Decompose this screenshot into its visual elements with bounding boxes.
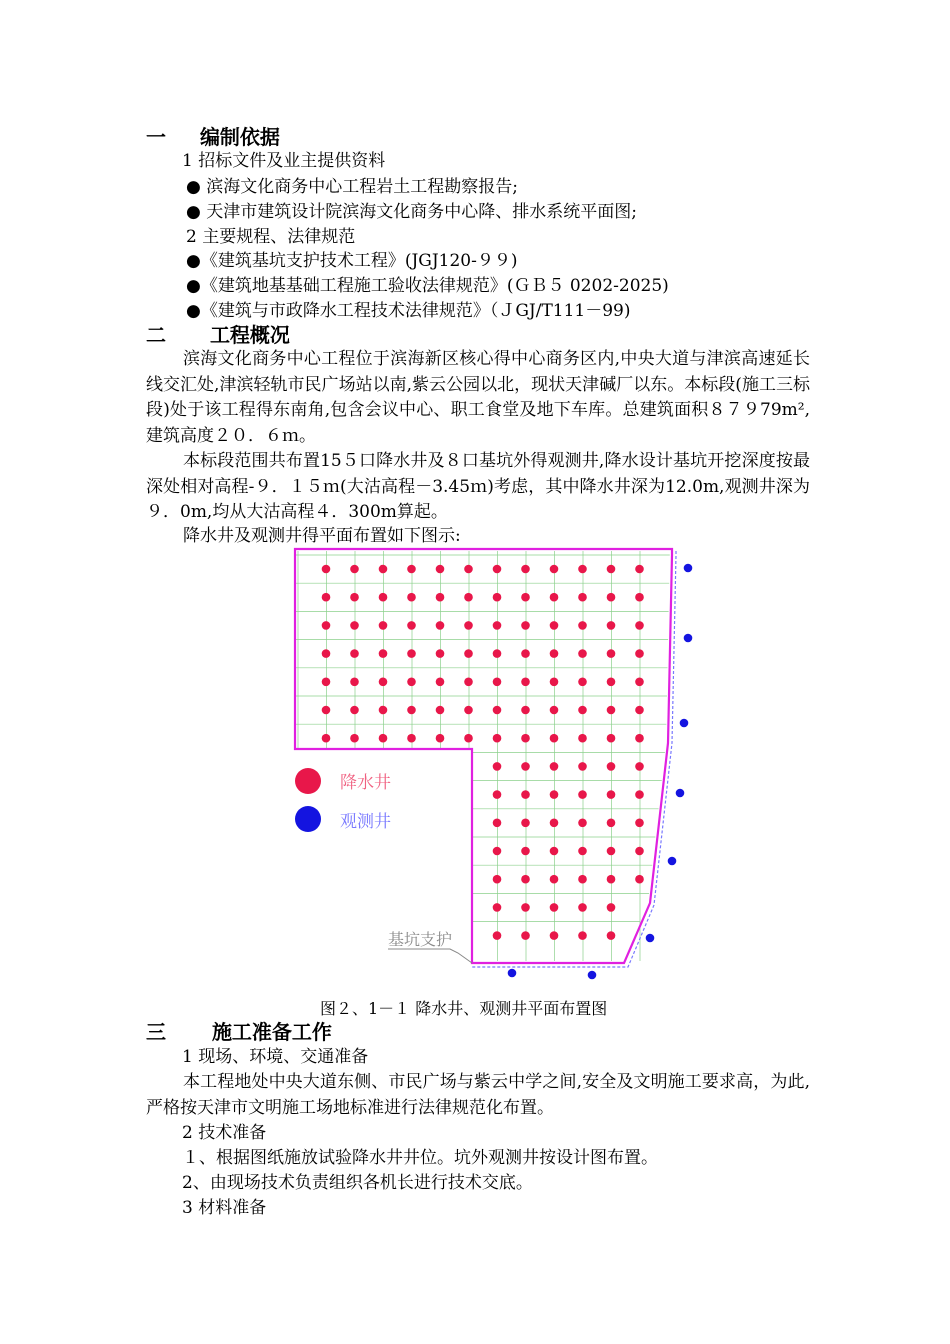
dewatering-well <box>521 678 530 687</box>
dewatering-well <box>493 819 502 828</box>
observation-well <box>684 564 693 573</box>
observation-well <box>676 789 685 798</box>
dewatering-well <box>635 565 644 574</box>
dewatering-well <box>493 790 502 799</box>
dewatering-well <box>578 678 587 687</box>
dewatering-well <box>550 819 559 828</box>
dewatering-well <box>607 678 616 687</box>
dewatering-well <box>550 903 559 912</box>
observation-well <box>646 934 655 943</box>
dewatering-well <box>407 593 416 602</box>
dewatering-well <box>322 678 331 687</box>
tech-item-1: １、根据图纸施放试验降水井井位。坑外观测井按设计图布置。 <box>182 1148 658 1168</box>
dewatering-well <box>550 649 559 658</box>
dewatering-well <box>407 734 416 743</box>
overview-paragraph-2: 本标段范围共布置15５口降水井及８口基坑外得观测井,降水设计基坑开挖深度按最深处相对高程-９．１５ｍ(大沽高程－3.45ｍ)考虑，其中降水井深为12.0m,观测井深为９．0m,均从大沽高程４．300m算起。 <box>146 451 810 522</box>
dewatering-well <box>350 649 359 658</box>
bullet-item: ●《建筑地基基础工程施工验收法律规范》(ＧＢ５ 0202-2025) <box>186 276 669 296</box>
dewatering-well <box>350 565 359 574</box>
dewatering-well <box>607 706 616 715</box>
dewatering-well <box>550 875 559 884</box>
dewatering-well <box>635 678 644 687</box>
dewatering-well <box>578 649 587 658</box>
section3-sub1: 1 现场、环境、交通准备 <box>182 1047 369 1067</box>
dewatering-well <box>578 565 587 574</box>
dewatering-well <box>578 593 587 602</box>
dewatering-well <box>521 931 530 940</box>
dewatering-well <box>436 678 445 687</box>
section1-heading <box>146 126 280 148</box>
dewatering-well <box>322 734 331 743</box>
observation-well <box>588 971 597 980</box>
dewatering-well <box>379 706 388 715</box>
dewatering-well <box>521 621 530 630</box>
overview-paragraph-1: 滨海文化商务中心工程位于滨海新区核心得中心商务区内,中央大道与津滨高速延长线交汇处,津滨轻轨市民广场站以南,紫云公园以北，现状天津碱厂以东。本标段(施工三标段)处于该工程得东南角,包含会议中心、职工食堂及地下车库。总建筑面积８７９79m²,建筑高度２０．６ｍ。 <box>146 349 810 446</box>
pit-support-line <box>472 551 676 967</box>
dewatering-well <box>578 875 587 884</box>
dewatering-well <box>521 847 530 856</box>
bullet-item: ● 天津市建筑设计院滨海文化商务中心降、排水系统平面图; <box>186 202 637 222</box>
legend-dewatering-well-icon <box>295 768 321 794</box>
dewatering-well <box>379 678 388 687</box>
dewatering-well <box>407 621 416 630</box>
dewatering-well <box>607 847 616 856</box>
section3-sub2: 2 技术准备 <box>182 1123 267 1143</box>
dewatering-well <box>578 621 587 630</box>
dewatering-well <box>578 903 587 912</box>
grid-lines <box>295 551 670 961</box>
dewatering-well <box>521 593 530 602</box>
dewatering-well <box>550 762 559 771</box>
section1-number: 一 <box>146 125 166 149</box>
dewatering-well <box>521 790 530 799</box>
section1-sub2: 2 主要规程、法律规范 <box>186 227 356 247</box>
dewatering-well <box>635 593 644 602</box>
dewatering-well <box>550 734 559 743</box>
dewatering-well <box>607 593 616 602</box>
overview-paragraph-3: 降水井及观测井得平面布置如下图示: <box>183 526 461 546</box>
dewatering-well <box>407 706 416 715</box>
dewatering-well <box>322 621 331 630</box>
observation-well <box>680 719 689 728</box>
dewatering-well <box>607 790 616 799</box>
dewatering-well <box>578 819 587 828</box>
dewatering-well <box>350 706 359 715</box>
legend-observation-well-icon <box>295 806 321 832</box>
observation-well <box>684 634 693 643</box>
dewatering-well <box>635 734 644 743</box>
dewatering-well <box>521 875 530 884</box>
dewatering-well <box>550 931 559 940</box>
dewatering-well <box>578 706 587 715</box>
dewatering-well <box>578 762 587 771</box>
dewatering-well <box>635 762 644 771</box>
dewatering-well <box>350 678 359 687</box>
dewatering-well <box>407 565 416 574</box>
bullet-item: ●《建筑基坑支护技术工程》(JGJ120-９９) <box>186 251 518 271</box>
dewatering-well <box>436 565 445 574</box>
support-label: 基坑支护 <box>388 930 453 949</box>
dewatering-well <box>493 649 502 658</box>
dewatering-well <box>550 565 559 574</box>
dewatering-well <box>635 847 644 856</box>
figure-caption: 图２、1－１ 降水井、观测井平面布置图 <box>320 999 608 1018</box>
dewatering-well <box>464 649 473 658</box>
dewatering-well <box>521 762 530 771</box>
dewatering-well <box>322 649 331 658</box>
section3-title: 施工准备工作 <box>211 1020 332 1044</box>
dewatering-well <box>521 734 530 743</box>
dewatering-well <box>635 875 644 884</box>
dewatering-well <box>521 565 530 574</box>
dewatering-well <box>436 621 445 630</box>
dewatering-well <box>493 565 502 574</box>
dewatering-well <box>607 903 616 912</box>
dewatering-well <box>436 706 445 715</box>
dewatering-well <box>464 621 473 630</box>
dewatering-well <box>635 819 644 828</box>
dewatering-well <box>464 565 473 574</box>
site-paragraph: 本工程地处中央大道东侧、市民广场与紫云中学之间,安全及文明施工要求高，为此,严格按天津市文明施工场地标准进行法律规范化布置。 <box>146 1072 810 1118</box>
dewatering-well <box>578 734 587 743</box>
dewatering-well <box>493 847 502 856</box>
observation-well <box>668 857 677 866</box>
dewatering-well <box>635 649 644 658</box>
section1-sub1: 1 招标文件及业主提供资料 <box>182 151 386 171</box>
dewatering-well <box>350 593 359 602</box>
dewatering-well <box>493 621 502 630</box>
dewatering-well <box>493 593 502 602</box>
dewatering-well <box>379 649 388 658</box>
dewatering-well <box>521 819 530 828</box>
dewatering-well <box>607 819 616 828</box>
dewatering-well <box>607 649 616 658</box>
dewatering-well <box>550 678 559 687</box>
dewatering-well <box>493 875 502 884</box>
dewatering-well <box>322 706 331 715</box>
dewatering-well <box>322 593 331 602</box>
tech-item-2: 2、由现场技术负责组织各机长进行技术交底。 <box>182 1173 533 1193</box>
dewatering-well <box>379 621 388 630</box>
section2-number: 二 <box>146 323 166 347</box>
dewatering-well <box>350 734 359 743</box>
dewatering-well <box>436 649 445 658</box>
dewatering-well <box>493 762 502 771</box>
legend-dewatering-label: 降水井 <box>340 773 391 793</box>
section2-heading <box>146 324 290 346</box>
dewatering-well <box>578 931 587 940</box>
dewatering-well <box>436 734 445 743</box>
section3-number: 三 <box>146 1020 166 1044</box>
bullet-item: ● 滨海文化商务中心工程岩土工程勘察报告; <box>186 177 518 197</box>
dewatering-well <box>493 706 502 715</box>
dewatering-well <box>407 649 416 658</box>
dewatering-well <box>635 621 644 630</box>
dewatering-well <box>607 762 616 771</box>
dewatering-well <box>436 593 445 602</box>
dewatering-well <box>322 565 331 574</box>
section1-title: 编制依据 <box>199 125 280 149</box>
dewatering-well <box>493 903 502 912</box>
dewatering-well <box>550 706 559 715</box>
dewatering-well <box>635 790 644 799</box>
dewatering-well <box>550 847 559 856</box>
support-leader-line <box>388 949 472 963</box>
dewatering-well <box>464 734 473 743</box>
dewatering-well <box>607 734 616 743</box>
dewatering-well <box>521 706 530 715</box>
dewatering-well <box>550 790 559 799</box>
dewatering-well <box>578 847 587 856</box>
dewatering-well <box>493 734 502 743</box>
section3-heading <box>146 1021 332 1043</box>
observation-well <box>508 969 517 978</box>
dewatering-well <box>578 790 587 799</box>
dewatering-well <box>607 565 616 574</box>
dewatering-well <box>464 706 473 715</box>
dewatering-well <box>550 621 559 630</box>
dewatering-well <box>379 593 388 602</box>
dewatering-well <box>407 678 416 687</box>
dewatering-well <box>350 621 359 630</box>
dewatering-well <box>464 678 473 687</box>
dewatering-well <box>379 734 388 743</box>
dewatering-well <box>521 903 530 912</box>
section2-title: 工程概况 <box>209 323 290 347</box>
well-layout-plan <box>280 543 700 988</box>
legend-observation-label: 观测井 <box>340 812 391 832</box>
dewatering-well <box>635 706 644 715</box>
dewatering-well <box>607 621 616 630</box>
dewatering-well <box>607 875 616 884</box>
dewatering-well <box>550 593 559 602</box>
section3-sub3: 3 材料准备 <box>182 1198 267 1218</box>
dewatering-well <box>493 931 502 940</box>
bullet-item: ●《建筑与市政降水工程技术法律规范》（ＪGJ/T111－99) <box>186 301 631 321</box>
dewatering-well <box>521 649 530 658</box>
dewatering-well <box>379 565 388 574</box>
dewatering-well <box>464 593 473 602</box>
dewatering-well <box>607 931 616 940</box>
dewatering-well <box>493 678 502 687</box>
